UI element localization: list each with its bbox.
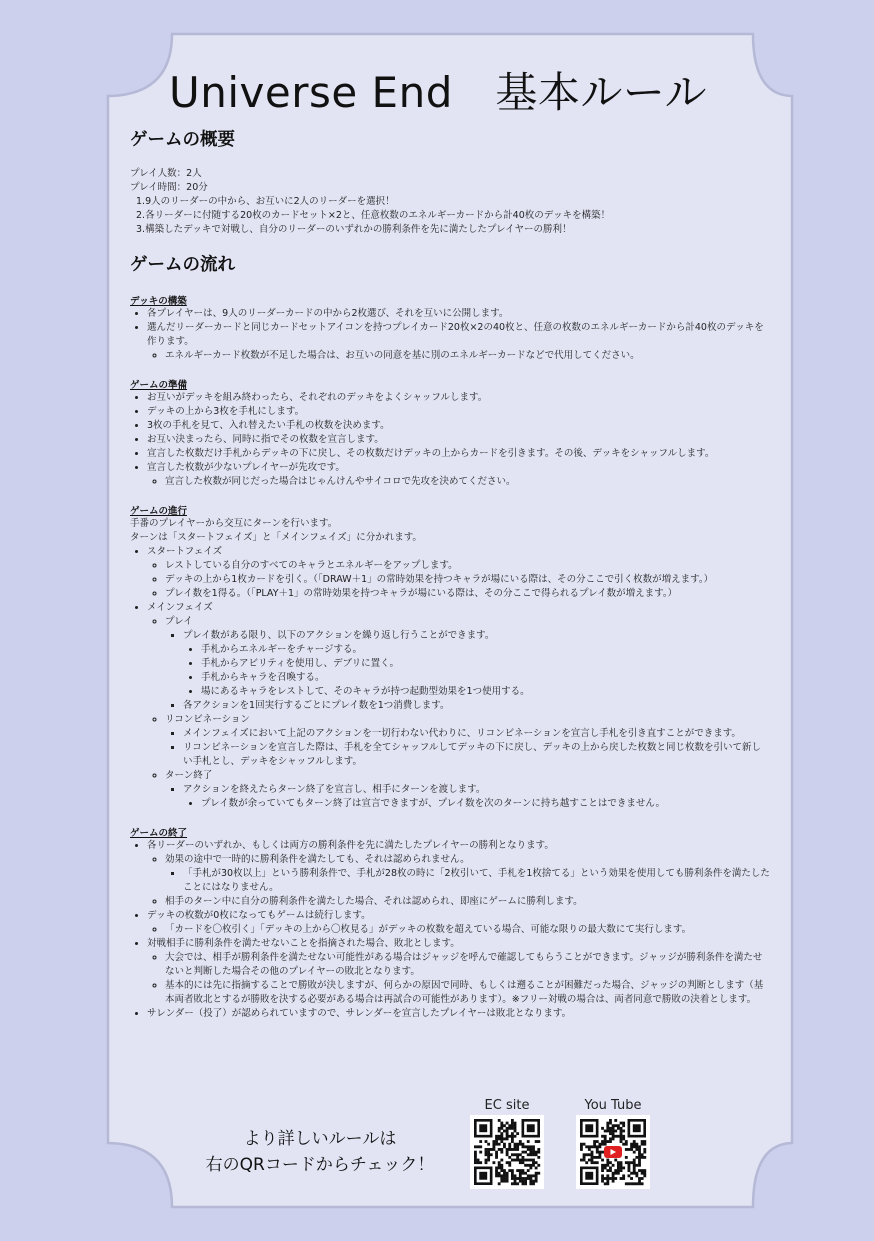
list-item: • お互い決まったら、同時に指でその枚数を宣言します。 bbox=[147, 433, 770, 447]
list-item: • デッキの上から3枚を手札にします。 bbox=[147, 405, 770, 419]
list-item: • 宣言した枚数だけ手札からデッキの下に戻し、その枚数だけデッキの上からカードを引きます。その後、デッキをシャッフルします。 bbox=[147, 447, 770, 461]
list-item: • 選んだリーダーカードと同じカードセットアイコンを持つプレイカード20枚×2の40枚と、任意の枚数のエネルギーカードから計40枚のデッキを作ります。 bbox=[147, 321, 770, 349]
list-item: • 3枚の手札を見て、入れ替えたい手札の枚数を決めます。 bbox=[147, 419, 770, 433]
end-heading: ゲームの終了 bbox=[130, 828, 188, 839]
flow-section bbox=[130, 251, 770, 1021]
list-item: • 手札からキャラを召喚する。 bbox=[201, 671, 770, 685]
list-item: • サレンダー（投了）が認められていますので、サレンダーを宣言したプレイヤーは敗北となります。 bbox=[147, 1007, 770, 1021]
list-item: ◦ 「カードを〇枚引く」「デッキの上から〇枚見る」がデッキの枚数を超えている場合、可能な限りの最大数にて実行します。 bbox=[165, 923, 770, 937]
list-item: ◦ 基本的には先に指摘することで勝敗が決しますが、何らかの原因で同時、もしくは遡ることが困難だった場合、ジャッジの判断とします（基本両者敗北とするが勝敗を決する必要がある場合は再試合の可能性があります）。※フリー対戦の場合は、両者同意で勝敗の決着とします。 bbox=[165, 979, 770, 1007]
recomb-item: ◦ リコンビネーション bbox=[165, 713, 770, 727]
ec-site-qr-code[interactable] bbox=[470, 1115, 544, 1189]
overview-step: 3.構築したデッキで対戦し、自分のリーダーのいずれかの勝利条件を先に満たしたプレイヤーの勝利！ bbox=[136, 224, 572, 235]
list-item: ▪ メインフェイズにおいて上記のアクションを一切行わない代わりに、リコンビネーションを宣言し手札を引き直すことができます。 bbox=[183, 727, 770, 741]
players-text: プレイ人数：2人 bbox=[130, 168, 202, 179]
list-item: ◦ デッキの上から1枚カードを引く。（「DRAW＋1」の常時効果を持つキャラが場にいる際は、その分ここで引く枚数が増えます。） bbox=[165, 573, 770, 587]
list-item: ▪ リコンビネーションを宣言した際は、手札を全てシャッフルしてデッキの下に戻し、デッキの上から戻した枚数と同じ枚数を引いて新しい手札とし、デッキをシャッフルします。 bbox=[183, 741, 770, 769]
list-item: • 手札からエネルギーをチャージする。 bbox=[201, 643, 770, 657]
list-item: • 対戦相手に勝利条件を満たせないことを指摘された場合、敗北とします。 bbox=[147, 937, 770, 951]
list-item: • デッキの枚数が0枚になってもゲームは続行します。 bbox=[147, 909, 770, 923]
overview-heading: ゲームの概要 bbox=[130, 130, 235, 150]
overview-step: 2.各リーダーに付随する20枚のカードセット×2と、任意枚数のエネルギーカードから計40枚のデッキを構築！ bbox=[136, 210, 611, 221]
list-item: ◦ 効果の途中で一時的に勝利条件を満たしても、それは認められません。 bbox=[165, 853, 770, 867]
list-item: ◦ プレイ数を1得る。（「PLAY＋1」の常時効果を持つキャラが場にいる際は、その分ここで得られるプレイ数が増えます。） bbox=[165, 587, 770, 601]
youtube-label: You Tube bbox=[584, 1098, 642, 1113]
deck-heading: デッキの構築 bbox=[130, 296, 187, 307]
list-item: ◦ レストしている自分のすべてのキャラとエネルギーをアップします。 bbox=[165, 559, 770, 573]
progress-line: 手番のプレイヤーから交互にターンを行います。 bbox=[130, 518, 338, 529]
overview-step: 1.9人のリーダーの中から、お互いに2人のリーダーを選択！ bbox=[136, 196, 395, 207]
prep-heading: ゲームの準備 bbox=[130, 380, 188, 391]
list-item: • 各リーダーのいずれか、もしくは両方の勝利条件を先に満たしたプレイヤーの勝利となります。 bbox=[147, 839, 770, 853]
list-item: • 各プレイヤーは、9人のリーダーカードの中から2枚選び、それを互いに公開します。 bbox=[147, 307, 770, 321]
list-item: • 場にあるキャラをレストして、そのキャラが持つ起動型効果を1つ使用する。 bbox=[201, 685, 770, 699]
flow-heading: ゲームの流れ bbox=[130, 255, 235, 275]
list-item: • お互いがデッキを組み終わったら、それぞれのデッキをよくシャッフルします。 bbox=[147, 391, 770, 405]
time-text: プレイ時間：20分 bbox=[130, 182, 208, 193]
list-item: • 宣言した枚数が少ないプレイヤーが先攻です。 bbox=[147, 461, 770, 475]
list-item: ◦ エネルギーカード枚数が不足した場合は、お互いの同意を基に別のエネルギーカードなどで代用してください。 bbox=[165, 349, 770, 363]
main-phase: • メインフェイズ bbox=[147, 601, 770, 615]
turn-end-item: ◦ ターン終了 bbox=[165, 769, 770, 783]
list-item: ◦ 大会では、相手が勝利条件を満たせない可能性がある場合はジャッジを呼んで確認してもらうことができます。ジャッジが勝利条件を満たせないと判断した場合その他のプレイヤーの敗北となります。 bbox=[165, 951, 770, 979]
start-phase: • スタートフェイズ bbox=[147, 545, 770, 559]
footer-line: 右のQRコードからチェック！ bbox=[205, 1155, 435, 1175]
progress-heading: ゲームの進行 bbox=[130, 506, 188, 517]
ec-site-label: EC site bbox=[484, 1098, 530, 1113]
list-item: ▪ プレイ数がある限り、以下のアクションを繰り返し行うことができます。 bbox=[183, 629, 770, 643]
list-item: ▪ アクションを終えたらターン終了を宣言し、相手にターンを渡します。 bbox=[183, 783, 770, 797]
footer-text bbox=[180, 1126, 460, 1178]
progress-line: ターンは「スタートフェイズ」と「メインフェイズ」に分かれます。 bbox=[130, 532, 422, 543]
play-item: ◦ プレイ bbox=[165, 615, 770, 629]
list-item: • プレイ数が余っていてもターン終了は宣言できますが、プレイ数を次のターンに持ち越すことはできません。 bbox=[201, 797, 770, 811]
youtube-qr-code[interactable] bbox=[576, 1115, 650, 1189]
page-title: Universe End 基本ルール bbox=[168, 68, 708, 117]
footer-line: より詳しいルールは bbox=[243, 1129, 397, 1149]
list-item: ▪ 「手札が30枚以上」という勝利条件で、手札が28枚の時に「2枚引いて、手札を1枚捨てる」という効果を使用しても勝利条件を満たしたことにはなりません。 bbox=[183, 867, 770, 895]
list-item: ◦ 相手のターン中に自分の勝利条件を満たした場合、それは認められ、即座にゲームに勝利します。 bbox=[165, 895, 770, 909]
youtube-logo-icon bbox=[604, 1146, 622, 1158]
list-item: • 手札からアビリティを使用し、デブリに置く。 bbox=[201, 657, 770, 671]
overview-section bbox=[130, 126, 770, 237]
list-item: ▪ 各アクションを1回実行するごとにプレイ数を1つ消費します。 bbox=[183, 699, 770, 713]
list-item: ◦ 宣言した枚数が同じだった場合はじゃんけんやサイコロで先攻を決めてください。 bbox=[165, 475, 770, 489]
